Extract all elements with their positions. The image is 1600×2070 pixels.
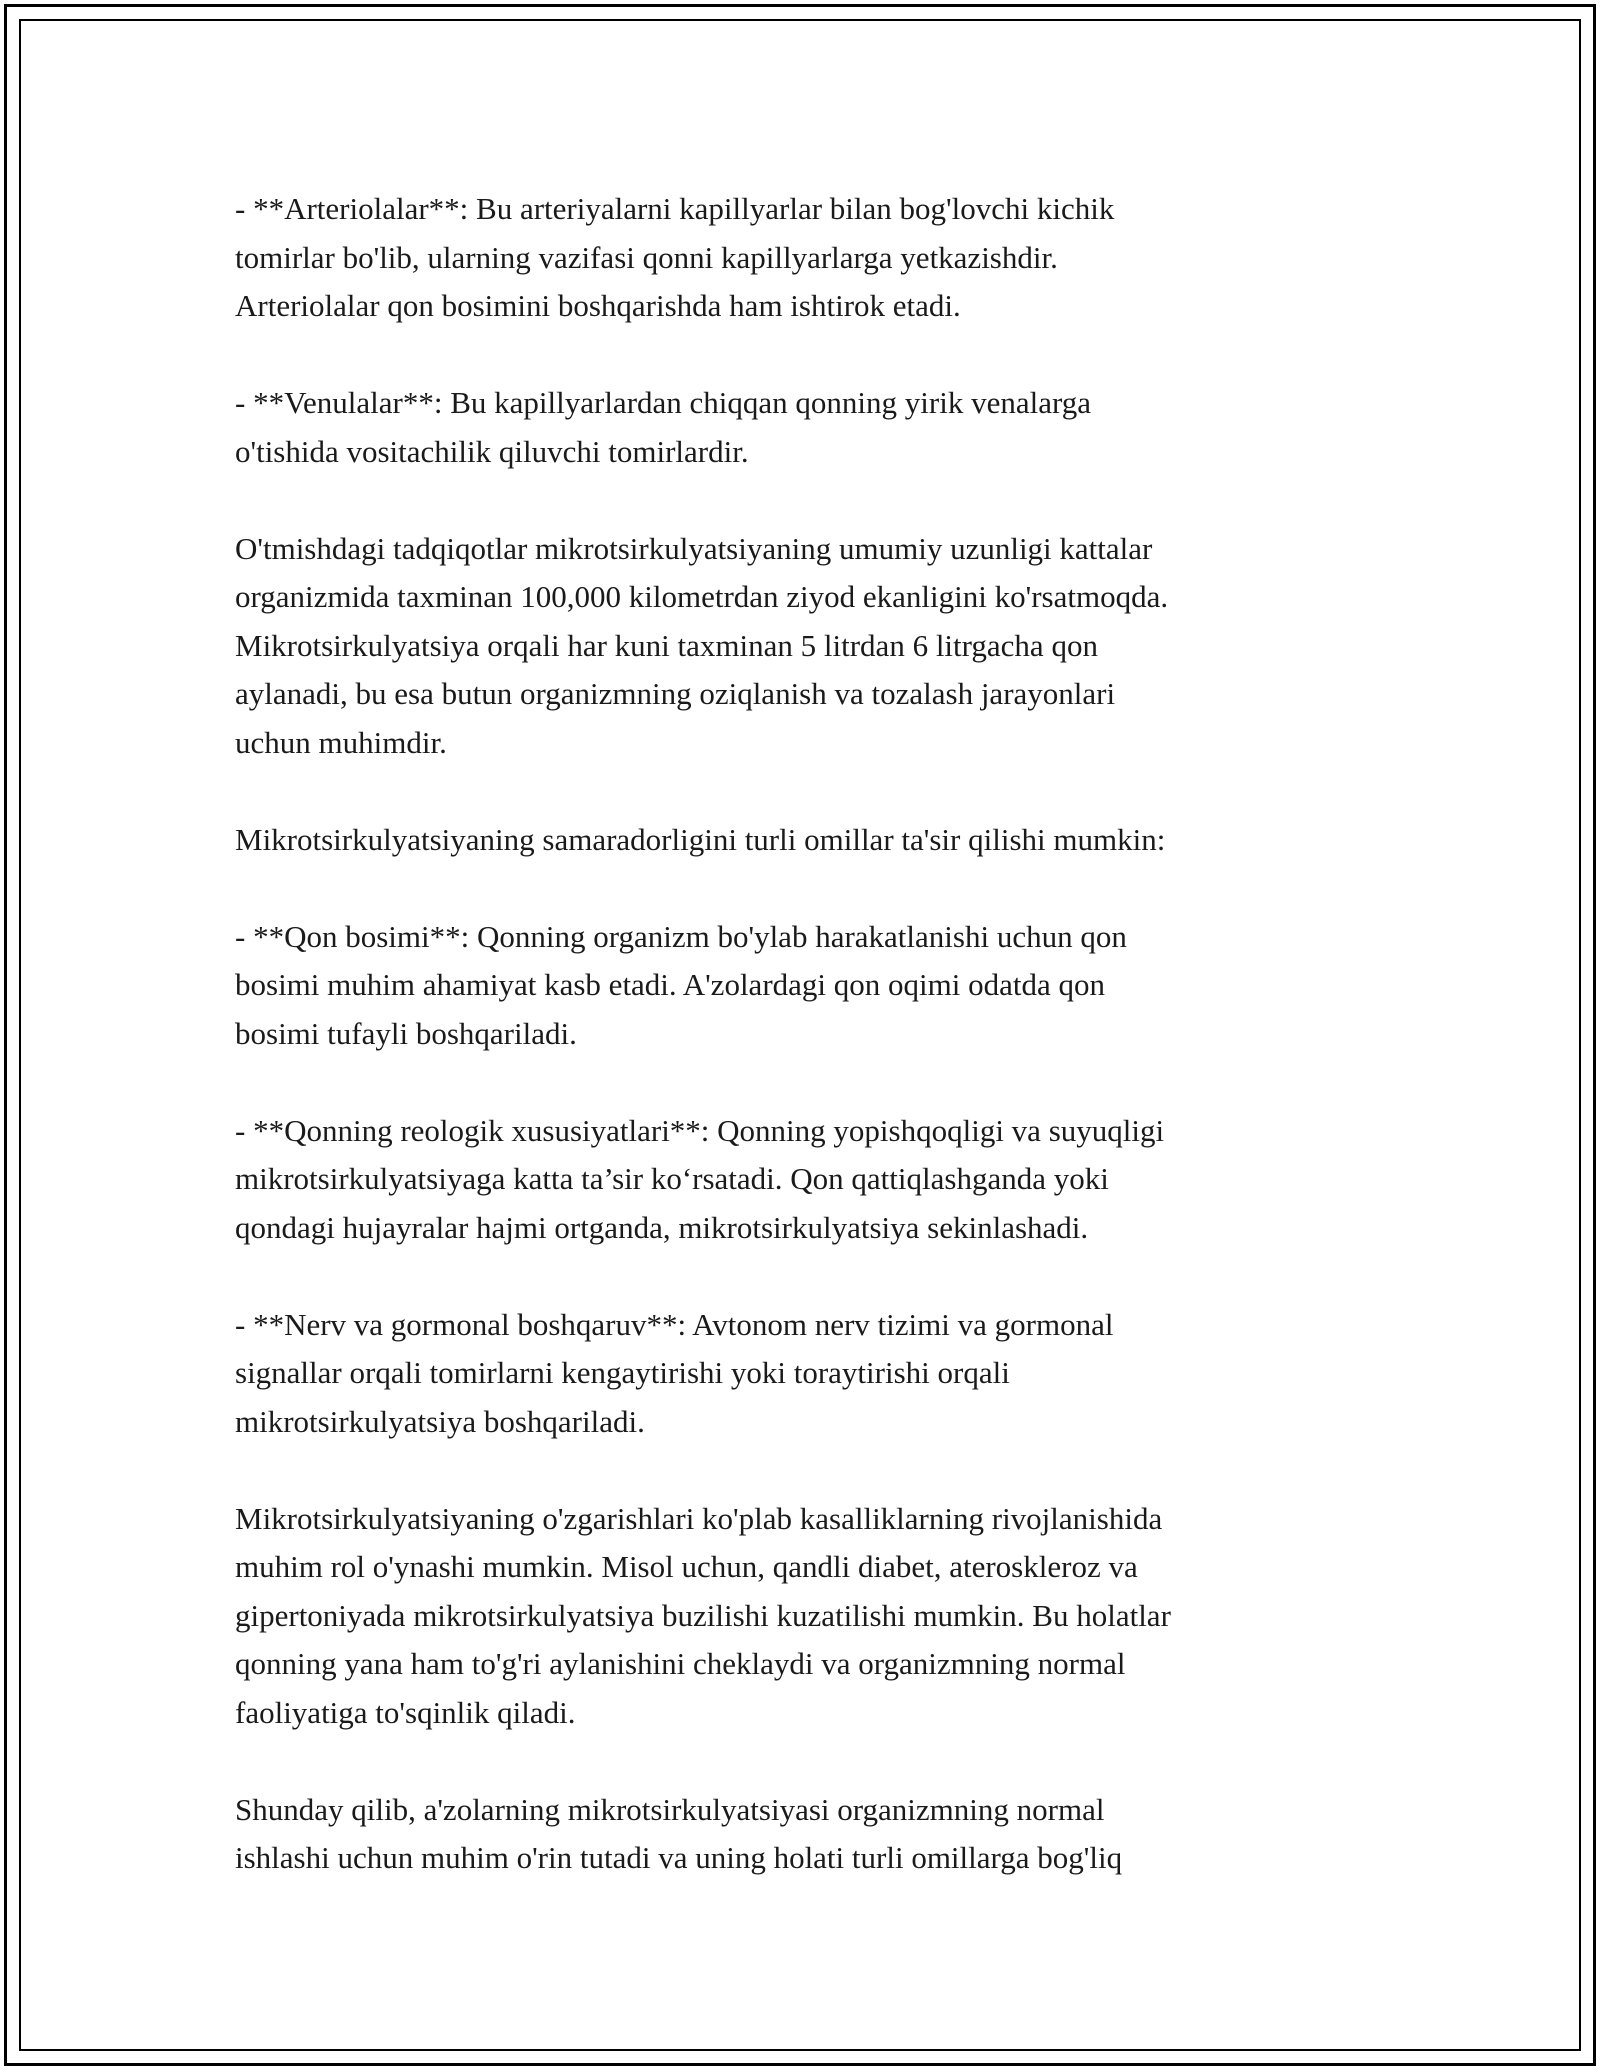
paragraph-diseases: Mikrotsirkulyatsiyaning o'zgarishlari ko'plab kasalliklarning rivojlanishida muhim rol o'ynashi mumkin. Misol uchun, qandli diabet, ateroskleroz va gipertoniyada mikrotsirkulyatsiya buzilishi kuzatilishi mumkin. Bu holatlar qonning yana ham to'g'ri aylanishini cheklaydi va organizmning normal faoliyatiga to'sqinlik qiladi. — [235, 1500, 1171, 1730]
paragraph-conclusion: Shunday qilib, a'zolarning mikrotsirkulyatsiyasi organizmning normal ishlashi uchun muhim o'rin tutadi va uning holati turli omillarga bog'liq — [235, 1791, 1123, 1875]
paragraph-venulalar: - **Venulalar**: Bu kapillyarlardan chiqqan qonning yirik venalarga o'tishida vositachilik qiluvchi tomirlardir. — [235, 385, 1091, 469]
paragraph-length-stats: O'tmishdagi tadqiqotlar mikrotsirkulyatsiyaning umumiy uzunligi kattalar organizmida taxminan 100,000 kilometrdan ziyod ekanligini ko'rsatmoqda. Mikrotsirkulyatsiya orqali har kuni taxminan 5 litrdan 6 litrgacha qon aylanadi, bu esa butun organizmning oziqlanish va tozalash jarayonlari uchun muhimdir. — [235, 530, 1169, 760]
paragraph-reologik: - **Qonning reologik xususiyatlari**: Qonning yopishqoqligi va suyuqligi mikrotsirkulyatsiyaga katta ta’sir ko‘rsatadi. Qon qattiqlashganda yoki qondagi hujayralar hajmi ortganda, mikrotsirkulyatsiya sekinlashadi. — [235, 1112, 1165, 1245]
paragraph-nerv-gormonal: - **Nerv va gormonal boshqaruv**: Avtonom nerv tizimi va gormonal signallar orqali tomirlarni kengaytirishi yoki toraytirishi orqali mikrotsirkulyatsiya boshqariladi. — [235, 1306, 1114, 1439]
paragraph-qon-bosimi: - **Qon bosimi**: Qonning organizm bo'ylab harakatlanishi uchun qon bosimi muhim ahamiyat kasb etadi. A'zolardagi qon oqimi odatda qon bosimi tufayli boshqariladi. — [235, 918, 1127, 1051]
paragraph-arteriolalar: - **Arteriolalar**: Bu arteriyalarni kapillyarlar bilan bog'lovchi kichik tomirlar bo'lib, ularning vazifasi qonni kapillyarlarga yetkazishdir. Arteriolalar qon bosimini boshqarishda ham ishtirok etadi. — [235, 191, 1115, 323]
document-body — [235, 185, 1375, 1931]
paragraph-factors-intro: Mikrotsirkulyatsiyaning samaradorligini turli omillar ta'sir qilishi mumkin: — [235, 821, 1166, 857]
